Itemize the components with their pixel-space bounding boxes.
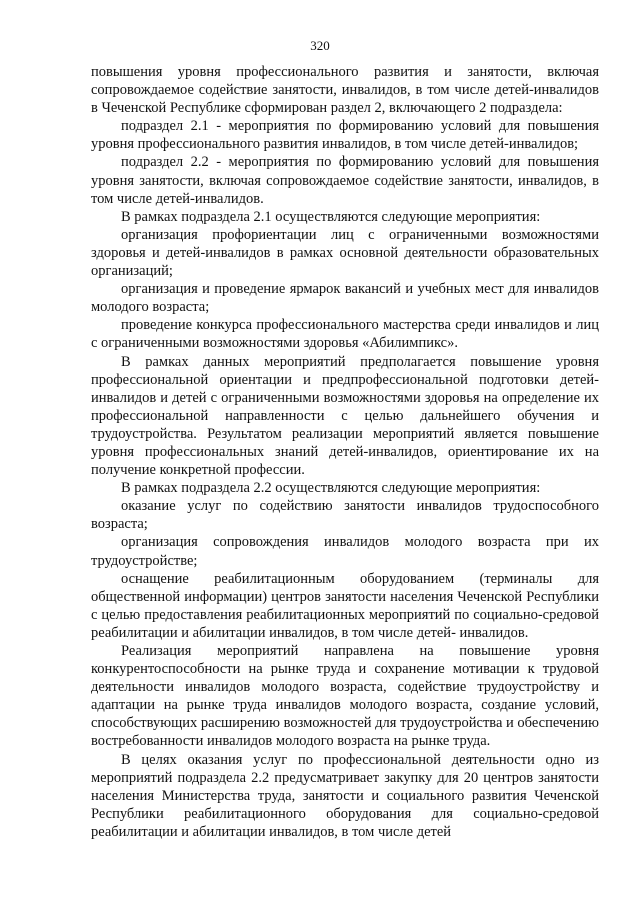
- paragraph: организация сопровождения инвалидов молодого возраста при их трудоустройстве;: [91, 534, 599, 569]
- paragraph: организация и проведение ярмарок вакансий и учебных мест для инвалидов молодого возраста;: [91, 281, 599, 316]
- paragraph: подраздел 2.2 - мероприятия по формированию условий для повышения уровня занятости, включая сопровождаемое содействие занятости, инвалидов, в том числе детей-инвалидов.: [91, 154, 599, 207]
- paragraph: В рамках подраздела 2.2 осуществляются следующие мероприятия:: [121, 480, 541, 497]
- paragraph: повышения уровня профессионального развития и занятости, включая сопровождаемое содействие занятости, инвалидов, в том числе детей-инвалидов в Чеченской Республике сформирован раздел 2, включающего 2 подраздела:: [91, 64, 599, 117]
- paragraph: оснащение реабилитационным оборудованием (терминалы для общественной информации) центров занятости населения Чеченской Республики с целью предоставления реабилитационных мероприятий по социально-средовой реабилитации и абилитации инвалидов, в том числе детей- инвалидов.: [91, 570, 599, 641]
- paragraph: Реализация мероприятий направлена на повышение уровня конкурентоспособности на рынке труда и сохранение мотивации к трудовой деятельности инвалидов молодого возраста, содействие трудоустройству и адаптации на рынке труда инвалидов молодого возраста, создание условий, способствующих расширению возможностей для трудоустройства и обеспечению востребованности инвалидов молодого возраста на рынке труда.: [91, 643, 599, 750]
- paragraph: организация профориентации лиц с ограниченными возможностями здоровья и детей-инвалидов в рамках основной деятельности образовательных организаций;: [91, 226, 599, 280]
- body-text: [91, 63, 599, 841]
- paragraph: подраздел 2.1 - мероприятия по формированию условий для повышения уровня профессионального развития инвалидов, в том числе детей-инвалидов;: [91, 118, 599, 153]
- paragraph: В рамках подраздела 2.1 осуществляются следующие мероприятия:: [121, 208, 541, 225]
- page-number: 320: [310, 38, 330, 53]
- paragraph: оказание услуг по содействию занятости инвалидов трудоспособного возраста;: [91, 498, 599, 533]
- paragraph: В целях оказания услуг по профессиональной деятельности одно из мероприятий подраздела 2.2 предусматривает закупку для 20 центров занятости населения Министерства труда, занятости и социального развития Чеченской Республики реабилитационного оборудования для социально-средовой реабилитации и абилитации инвалидов, в том числе детей: [91, 751, 599, 840]
- paragraph: проведение конкурса профессионального мастерства среди инвалидов и лиц с ограниченными возможностями здоровья «Абилимпикс».: [91, 317, 599, 352]
- paragraph: В рамках данных мероприятий предполагается повышение уровня профессиональной ориентации и предпрофессиональной подготовки детей-инвалидов и детей с ограниченными возможностями здоровья на определение их профессиональной направленности с целью дальнейшего обучения и трудоустройства. Результатом реализации мероприятий является повышение уровня профессиональных знаний детей-инвалидов, ориентирование их на получение конкретной профессии.: [91, 353, 599, 479]
